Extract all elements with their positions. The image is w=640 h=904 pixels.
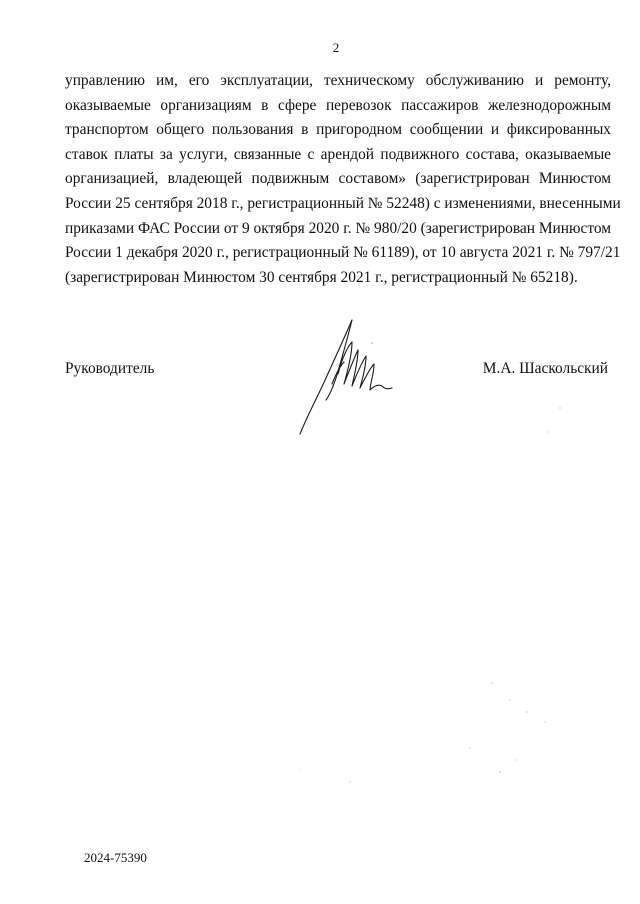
page-number: 2 — [332, 40, 340, 55]
body-line-6: России 25 сентября 2018 г., регистрационный № 52248) с изменениями, внесенными — [65, 194, 621, 212]
body-paragraph — [65, 69, 621, 290]
body-line-2: оказываемые организациям в сфере перевозок пассажиров железнодорожным — [65, 96, 611, 114]
signer-position: Руководитель — [65, 360, 155, 377]
signer-name: М.А. Шаскольский — [482, 360, 608, 377]
body-line-7: приказами ФАС России от 9 октября 2020 г. № 980/20 (зарегистрирован Минюстом — [65, 219, 611, 237]
body-line-8: России 1 декабря 2020 г., регистрационный № 61189), от 10 августа 2021 г. № 797/21 — [65, 244, 621, 262]
body-line-9: (зарегистрирован Минюстом 30 сентября 2021 г., регистрационный № 65218). — [65, 268, 578, 286]
handwritten-signature — [296, 314, 396, 438]
body-line-5: организацией, владеющей подвижным составом» (зарегистрирован Минюстом — [65, 170, 611, 188]
body-line-3: транспортом общего пользования в пригородном сообщении и фиксированных — [65, 121, 611, 139]
body-line-4: ставок платы за услуги, связанные с арендой подвижного состава, оказываемые — [65, 145, 611, 163]
document-id: 2024-75390 — [84, 850, 147, 865]
body-line-1: управлению им, его эксплуатации, техническому обслуживанию и ремонту, — [65, 72, 611, 89]
